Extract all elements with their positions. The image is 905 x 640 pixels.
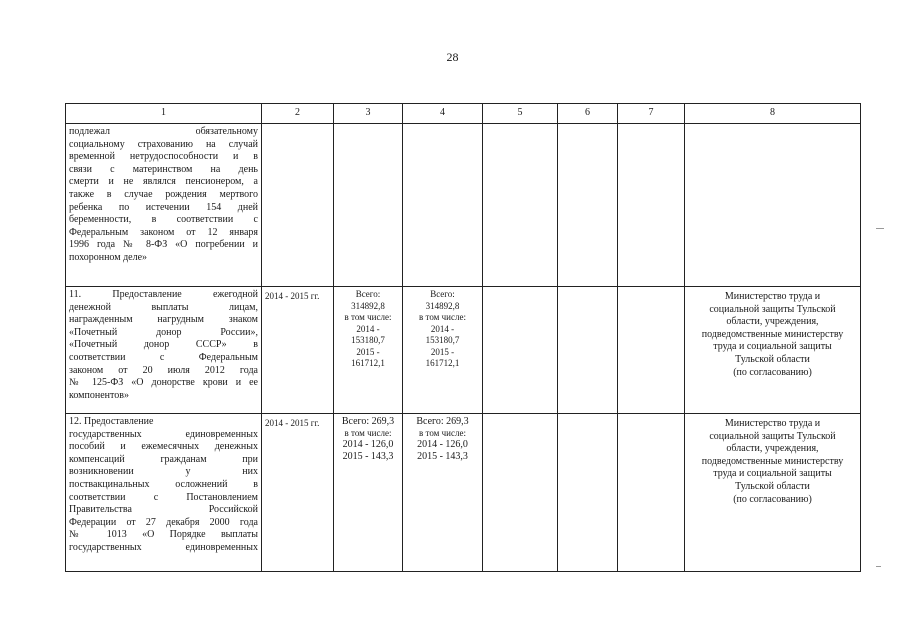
funding-cell <box>334 287 403 414</box>
funding-cell <box>334 124 403 287</box>
executor-cell <box>685 414 861 572</box>
column-header: 5 <box>483 104 558 124</box>
table-row <box>66 414 861 572</box>
funding-line: в том числе: <box>344 427 392 438</box>
text-line: денежной выплаты лицам, <box>69 301 258 313</box>
funding-line: Всего: 269,3 <box>416 416 469 427</box>
text-line: возникновении у них <box>69 466 258 478</box>
executor-line: труда и социальной защиты <box>713 468 832 480</box>
executor-line: области, учреждения, <box>726 316 819 328</box>
executor-line: Министерство труда и <box>724 291 821 302</box>
executor-line: подведомственные министерству <box>701 328 844 340</box>
empty-cell <box>618 414 685 572</box>
text-line: поствакцинальных осложнений в <box>69 478 258 490</box>
funding-line: в том числе: <box>419 427 466 438</box>
period-cell <box>262 124 334 287</box>
text-line: временной нетрудоспособности и в <box>69 151 258 163</box>
column-header: 2 <box>262 104 334 124</box>
funding-line: 314892,8 <box>351 300 385 311</box>
executor-cell <box>685 287 861 414</box>
text-line: государственных единовременных <box>69 428 258 440</box>
executor-line: труда и социальной защиты <box>713 341 832 353</box>
empty-cell <box>483 287 558 414</box>
funding-cell <box>403 287 483 414</box>
text-line: соответствии с Постановлением <box>69 491 258 503</box>
measure-description <box>66 124 262 287</box>
funding-line: 2015 - <box>356 346 380 357</box>
text-line: пособий и ежемесячных денежных <box>69 441 258 453</box>
funding-line: 153180,7 <box>425 335 460 345</box>
text-line: смерти и не являлся пенсионером, а <box>69 176 258 188</box>
empty-cell <box>618 287 685 414</box>
funding-cell <box>403 124 483 287</box>
empty-cell <box>558 414 618 572</box>
text-line: Федерации от 27 декабря 2000 года <box>69 516 258 528</box>
text-line: социальному страхованию на случай <box>69 138 258 150</box>
funding-line: 161712,1 <box>425 358 460 368</box>
empty-cell <box>483 124 558 287</box>
funding-line: 2015 - 143,3 <box>417 450 468 462</box>
measure-description <box>66 414 262 572</box>
funding-line: 153180,7 <box>351 335 385 345</box>
column-header: 6 <box>558 104 618 124</box>
column-header: 7 <box>618 104 685 124</box>
executor-line: социальной защиты Тульской <box>709 430 836 442</box>
funding-line: 314892,8 <box>425 300 460 311</box>
measure-description <box>66 287 262 414</box>
executor-cell <box>685 124 861 287</box>
text-line: компонентов» <box>69 389 129 401</box>
executor-line: Тульской области <box>735 480 810 492</box>
text-line: 12. Предоставление <box>69 416 154 427</box>
text-line: № 125-ФЗ «О донорстве крови и ее <box>69 377 258 389</box>
text-line: «Почетный донор СССР» в <box>69 339 258 351</box>
funding-line: Всего: <box>355 289 381 299</box>
funding-line: 2014 - <box>430 323 455 334</box>
page-number: 28 <box>446 50 459 64</box>
funding-line: Всего: 269,3 <box>341 416 395 427</box>
funding-line: 2014 - 126,0 <box>342 439 394 450</box>
table-header-row <box>66 104 861 124</box>
column-header: 3 <box>334 104 403 124</box>
empty-cell <box>558 287 618 414</box>
text-line: подлежал обязательному <box>69 126 258 137</box>
period-cell: 2014 - 2015 гг. <box>262 287 334 414</box>
table-row <box>66 124 861 287</box>
text-line: законом от 20 июля 2012 года <box>69 364 258 376</box>
text-line: ребенка по истечении 154 дней <box>69 201 258 213</box>
text-line: связи с материнством на день <box>69 163 258 175</box>
funding-line: 161712,1 <box>351 358 385 368</box>
text-line: «Почетный донор России», <box>69 326 258 338</box>
empty-cell <box>483 414 558 572</box>
column-header: 4 <box>403 104 483 124</box>
funding-cell <box>403 414 483 572</box>
scan-speck <box>876 228 884 229</box>
text-line: 11. Предоставление ежегодной <box>69 289 258 300</box>
funding-line: 2015 - <box>430 346 455 357</box>
text-line: также в случае рождения мертвого <box>69 188 258 200</box>
text-line: государственных единовременных <box>69 541 258 553</box>
column-header: 1 <box>66 104 262 124</box>
empty-cell <box>558 124 618 287</box>
text-line: Федеральным законом от 12 января <box>69 226 258 238</box>
table-row <box>66 287 861 414</box>
executor-line: области, учреждения, <box>726 443 819 455</box>
text-line: соответствии с Федеральным <box>69 351 258 363</box>
funding-line: в том числе: <box>344 312 392 322</box>
column-header: 8 <box>685 104 861 124</box>
funding-line: 2014 - 126,0 <box>417 439 468 450</box>
executor-line: Тульской области <box>735 353 810 365</box>
executor-line: (по согласованию) <box>733 366 812 378</box>
funding-line: 2014 - <box>356 323 380 334</box>
text-line: Правительства Российской <box>69 504 258 516</box>
funding-line: Всего: <box>430 289 455 299</box>
text-line: № 1013 «О Порядке выплаты <box>69 529 258 541</box>
executor-line: Министерство труда и <box>724 418 821 429</box>
text-line: награжденным нагрудным знаком <box>69 314 258 326</box>
text-line: беременности, в соответствии с <box>69 214 258 226</box>
period-cell: 2014 - 2015 гг. <box>262 414 334 572</box>
empty-cell <box>618 124 685 287</box>
executor-line: (по согласованию) <box>733 493 812 505</box>
measures-table <box>65 103 861 572</box>
scan-speck <box>876 566 881 567</box>
text-line: 1996 года № 8-ФЗ «О погребении и <box>69 239 258 251</box>
executor-line: социальной защиты Тульской <box>709 303 836 315</box>
text-line: компенсаций гражданам при <box>69 453 258 465</box>
funding-line: в том числе: <box>419 312 466 322</box>
funding-line: 2015 - 143,3 <box>342 450 394 462</box>
funding-cell <box>334 414 403 572</box>
text-line: похоронном деле» <box>69 251 148 263</box>
executor-line: подведомственные министерству <box>701 455 844 467</box>
